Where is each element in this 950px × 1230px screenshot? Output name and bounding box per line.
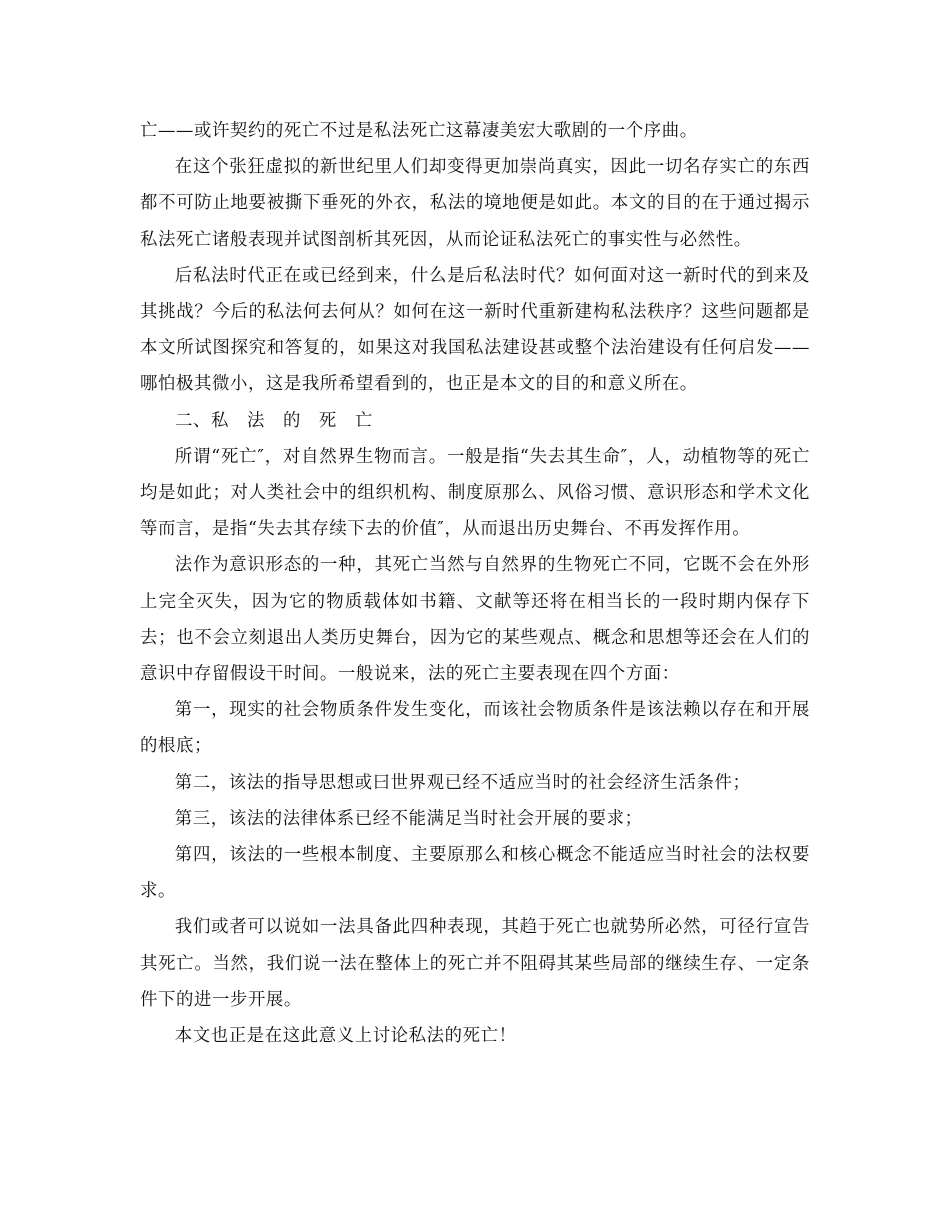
paragraph-fourth-aspect: 第四，该法的一些根本制度、主要原那么和核心概念不能适应当时社会的法权要求。 <box>140 845 810 902</box>
section-heading: 二、私 法 的 死 亡 <box>175 410 373 431</box>
paragraph-third-aspect: 第三，该法的法律体系已经不能满足当时社会开展的要求； <box>174 808 643 829</box>
paragraph-first-aspect: 第一，现实的社会物质条件发生变化，而该社会物质条件是该法赖以存在和开展的根底； <box>140 700 810 757</box>
paragraph-definition-of-death: 所谓“死亡″，对自然界生物而言。一般是指“失去其生命″，人，动植物等的死亡均是如此；对人类社会中的组织机构、制度原那么、风俗习惯、意识形态和学术文化等而言，是指“失去其存续下去的价值″，从而退出历史舞台、不再发挥作用。 <box>140 446 810 540</box>
paragraph-continuation: 亡——或许契约的死亡不过是私法死亡这幕凄美宏大歌剧的一个序曲。 <box>140 121 698 141</box>
paragraph-conclusion: 我们或者可以说如一法具备此四种表现，其趋于死亡也就势所必然，可径行宣告其死亡。当然，我们说一法在整体上的死亡并不阻碍其某些局部的继续生存、一定条件下的进一步开展。 <box>140 917 810 1010</box>
paragraph-purpose: 在这个张狂虚拟的新世纪里人们却变得更加崇尚真实，因此一切名存实亡的东西都不可防止地要被撕下垂死的外衣，私法的境地便是如此。本文的目的在于通过揭示私法死亡诸般表现并试图剖析其死因，从而论证私法死亡的事实性与必然性。 <box>140 157 810 250</box>
paragraph-closing: 本文也正是在这此意义上讨论私法的死亡！ <box>174 1026 517 1047</box>
document-page <box>140 113 810 1054</box>
paragraph-second-aspect: 第二，该法的指导思想或曰世界观已经不适应当时的社会经济生活条件； <box>174 772 751 793</box>
paragraph-post-private-law-era: 后私法时代正在或已经到来，什么是后私法时代？如何面对这一新时代的到来及其挑战？今后的私法何去何从？如何在这一新时代重新建构私法秩序？这些问题都是本文所试图探究和答复的，如果这对我国私法建设甚或整个法治建设有任何启发——哪怕极其微小，这是我所希望看到的，也正是本文的目的和意义所在。 <box>140 265 810 395</box>
paragraph-law-as-ideology: 法作为意识形态的一种，其死亡当然与自然界的生物死亡不同，它既不会在外形上完全灭失，因为它的物质载体如书籍、文献等还将在相当长的一段时期内保存下去；也不会立刻退出人类历史舞台，因为它的某些观点、概念和思想等还会在人们的意识中存留假设干时间。一般说来，法的死亡主要表现在四个方面： <box>140 555 810 685</box>
